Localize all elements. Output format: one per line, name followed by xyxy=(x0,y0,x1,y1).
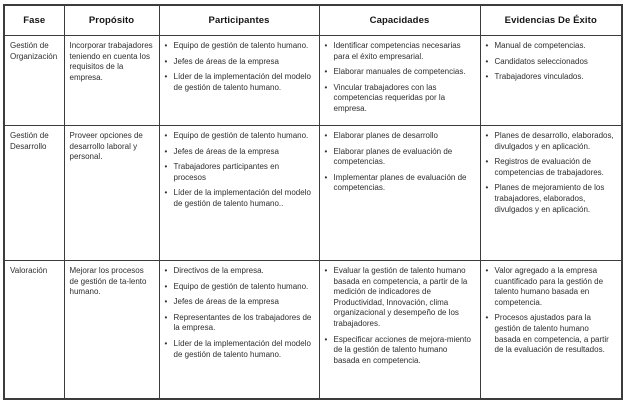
bullet-icon: • xyxy=(324,146,328,156)
bullet-icon: • xyxy=(164,41,168,50)
bullet-text: Vincular trabajadores con las competencias requeridas por la empresa. xyxy=(333,82,446,113)
table-row xyxy=(4,261,622,399)
bullet-icon: • xyxy=(485,266,489,275)
bullet-item xyxy=(165,72,314,93)
col-header-proposito: Propósito xyxy=(64,5,159,36)
bullet-item xyxy=(486,183,617,215)
bullet-icon: • xyxy=(485,56,489,66)
cell-evidencias xyxy=(480,126,622,261)
cell-proposito: Mejorar los procesos de gestión de ta-lento humano. xyxy=(64,261,159,399)
cell-capacidades xyxy=(319,261,480,399)
bullet-item xyxy=(486,72,617,83)
col-header-participantes: Participantes xyxy=(159,5,319,36)
bullet-item xyxy=(165,162,314,183)
competency-phase-table xyxy=(3,4,623,400)
bullet-text: Manual de competencias. xyxy=(494,41,586,50)
bullet-text: Procesos ajustados para la gestión de talento humano basada en competencia, a partir de la evaluación de resultados. xyxy=(494,313,609,355)
bullet-text: Identificar competencias necesarias para el éxito empresarial. xyxy=(333,41,461,61)
cell-fase: Valoración xyxy=(4,261,64,399)
bullet-icon: • xyxy=(164,188,168,198)
bullet-text: Valor agregado a la empresa cuantificado para la gestión de talento humano basada en competencia. xyxy=(494,266,604,307)
cell-fase: Gestión de Desarrollo xyxy=(4,126,64,261)
bullet-text: Equipo de gestión de talento humano. xyxy=(173,281,309,291)
cell-capacidades xyxy=(319,36,480,126)
bullet-icon: • xyxy=(324,334,328,344)
bullet-text: Elaborar planes de desarrollo xyxy=(333,131,439,140)
bullet-text: Equipo de gestión de talento humano. xyxy=(173,41,309,50)
bullet-icon: • xyxy=(164,281,168,291)
bullet-text: Planes de desarrollo, elaborados, divulgados y en aplicación. xyxy=(494,131,614,151)
bullet-icon: • xyxy=(164,146,168,156)
bullet-text: Líder de la implementación del modelo de gestión de talento humano. xyxy=(173,338,311,359)
bullet-text: Representantes de los trabajadores de la empresa. xyxy=(173,312,312,333)
bullet-text: Jefes de áreas de la empresa xyxy=(173,297,279,307)
bullet-text: Elaborar manuales de competencias. xyxy=(333,67,466,77)
bullet-item xyxy=(325,131,475,142)
bullet-text: Líder de la implementación del modelo de gestión de talento humano.. xyxy=(173,188,311,208)
bullet-item xyxy=(486,313,617,355)
bullet-icon: • xyxy=(485,72,489,82)
bullet-icon: • xyxy=(164,56,168,66)
bullet-text: Planes de mejoramiento de los trabajadores, elaborados, divulgados y en aplicación. xyxy=(494,183,605,214)
bullet-icon: • xyxy=(324,131,328,140)
bullet-item xyxy=(486,41,617,52)
bullet-text: Registros de evaluación de competencias de trabajadores. xyxy=(494,157,604,177)
cell-capacidades xyxy=(319,126,480,261)
bullet-icon: • xyxy=(324,41,328,50)
bullet-text: Equipo de gestión de talento humano. xyxy=(173,131,309,140)
table-body xyxy=(4,36,622,399)
bullet-icon: • xyxy=(324,266,328,275)
bullet-text: Trabajadores vinculados. xyxy=(494,72,584,82)
cell-evidencias xyxy=(480,36,622,126)
col-header-fase: Fase xyxy=(4,5,64,36)
bullet-text: Implementar planes de evaluación de competencias. xyxy=(333,172,467,193)
bullet-text: Evaluar la gestión de talento humano basada en competencia, a partir de la medición de indicadores de Productividad, Innovación, clima organizacional y desempeño de los trabajadores. xyxy=(333,266,468,328)
bullet-icon: • xyxy=(164,266,168,275)
bullet-item xyxy=(325,83,475,115)
bullet-icon: • xyxy=(485,157,489,167)
bullet-text: Elaborar planes de evaluación de competencias. xyxy=(333,146,453,167)
bullet-item xyxy=(325,173,475,194)
bullet-item xyxy=(165,41,314,52)
bullet-item xyxy=(165,282,314,293)
bullet-icon: • xyxy=(324,82,328,92)
bullet-item xyxy=(325,67,475,78)
cell-participantes xyxy=(159,36,319,126)
bullet-icon: • xyxy=(324,172,328,182)
bullet-item xyxy=(165,339,314,360)
bullet-text: Líder de la implementación del modelo de gestión de talento humano. xyxy=(173,72,311,92)
cell-participantes xyxy=(159,261,319,399)
table-row xyxy=(4,36,622,126)
bullet-text: Candidatos seleccionados xyxy=(494,56,588,66)
bullet-icon: • xyxy=(485,131,489,140)
bullet-text: Especificar acciones de mejora-miento de la gestión de talento humano basada en competencia. xyxy=(333,334,471,365)
bullet-item xyxy=(325,147,475,168)
bullet-item xyxy=(165,147,314,158)
bullet-icon: • xyxy=(164,131,168,140)
bullet-text: Directivos de la empresa. xyxy=(173,266,264,275)
bullet-item xyxy=(165,188,314,209)
bullet-icon: • xyxy=(485,313,489,323)
bullet-text: Jefes de áreas de la empresa xyxy=(173,56,279,66)
bullet-text: Jefes de áreas de la empresa xyxy=(173,146,279,156)
bullet-icon: • xyxy=(324,67,328,77)
bullet-icon: • xyxy=(164,72,168,82)
bullet-item xyxy=(165,57,314,68)
bullet-item xyxy=(486,57,617,68)
cell-proposito: Proveer opciones de desarrollo laboral y personal. xyxy=(64,126,159,261)
cell-participantes xyxy=(159,126,319,261)
bullet-item xyxy=(486,157,617,178)
bullet-item xyxy=(165,297,314,308)
bullet-item xyxy=(486,266,617,308)
bullet-icon: • xyxy=(485,41,489,50)
bullet-item xyxy=(165,313,314,334)
bullet-item xyxy=(486,131,617,152)
bullet-item xyxy=(325,41,475,62)
col-header-capacidades: Capacidades xyxy=(319,5,480,36)
bullet-icon: • xyxy=(164,338,168,348)
bullet-icon: • xyxy=(164,312,168,322)
bullet-icon: • xyxy=(485,183,489,193)
col-header-evidencias: Evidencias De Éxito xyxy=(480,5,622,36)
bullet-icon: • xyxy=(164,162,168,172)
header-row xyxy=(4,5,622,36)
bullet-item xyxy=(325,335,475,367)
bullet-item xyxy=(165,131,314,142)
cell-evidencias xyxy=(480,261,622,399)
bullet-icon: • xyxy=(164,297,168,307)
bullet-text: Trabajadores participantes en procesos xyxy=(173,162,280,182)
bullet-item xyxy=(165,266,314,277)
cell-fase: Gestión de Organización xyxy=(4,36,64,126)
bullet-item xyxy=(325,266,475,330)
table-row xyxy=(4,126,622,261)
cell-proposito: Incorporar trabajadores teniendo en cuenta los requisitos de la empresa. xyxy=(64,36,159,126)
